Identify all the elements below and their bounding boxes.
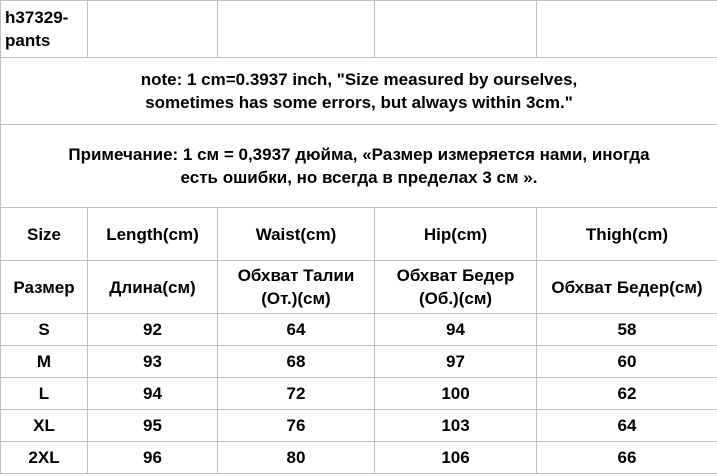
note-russian-row [1,125,717,208]
hip-cell: 94 [375,314,537,346]
header-size: Size [1,208,88,261]
note-russian: Примечание: 1 см = 0,3937 дюйма, «Размер измеряется нами, иногда есть ошибки, но всегда в пределах 3 см ». [1,125,717,208]
empty-cell [537,1,717,58]
thigh-cell: 58 [537,314,717,346]
size-cell: 2XL [1,442,88,474]
waist-cell: 80 [218,442,375,474]
waist-cell: 72 [218,378,375,410]
table-row [1,378,717,410]
table-row [1,314,717,346]
header-length: Length(cm) [88,208,218,261]
hip-cell: 100 [375,378,537,410]
table-row [1,346,717,378]
thigh-cell: 62 [537,378,717,410]
header-thigh: Thigh(cm) [537,208,717,261]
size-cell: M [1,346,88,378]
model-code: h37329-pants [1,1,88,58]
thigh-cell: 66 [537,442,717,474]
header-hip-ru: Обхват Бедер (Об.)(см) [375,261,537,314]
header-size-ru: Размер [1,261,88,314]
header-hip: Hip(cm) [375,208,537,261]
size-cell: S [1,314,88,346]
empty-cell [88,1,218,58]
waist-cell: 76 [218,410,375,442]
waist-cell: 64 [218,314,375,346]
hip-cell: 106 [375,442,537,474]
header-length-ru: Длина(см) [88,261,218,314]
length-cell: 94 [88,378,218,410]
length-cell: 96 [88,442,218,474]
empty-cell [375,1,537,58]
size-cell: L [1,378,88,410]
header-row-russian [1,261,717,314]
header-waist: Waist(cm) [218,208,375,261]
model-row [1,1,717,58]
table-row [1,410,717,442]
length-cell: 92 [88,314,218,346]
waist-cell: 68 [218,346,375,378]
table-row [1,442,717,474]
header-waist-ru: Обхват Талии (От.)(см) [218,261,375,314]
empty-cell [218,1,375,58]
length-cell: 93 [88,346,218,378]
hip-cell: 97 [375,346,537,378]
thigh-cell: 64 [537,410,717,442]
note-english: note: 1 cm=0.3937 inch, "Size measured by ourselves, sometimes has some errors, but always within 3cm." [1,58,717,125]
note-english-row [1,58,717,125]
size-cell: XL [1,410,88,442]
header-row-english [1,208,717,261]
length-cell: 95 [88,410,218,442]
header-thigh-ru: Обхват Бедер(см) [537,261,717,314]
thigh-cell: 60 [537,346,717,378]
hip-cell: 103 [375,410,537,442]
